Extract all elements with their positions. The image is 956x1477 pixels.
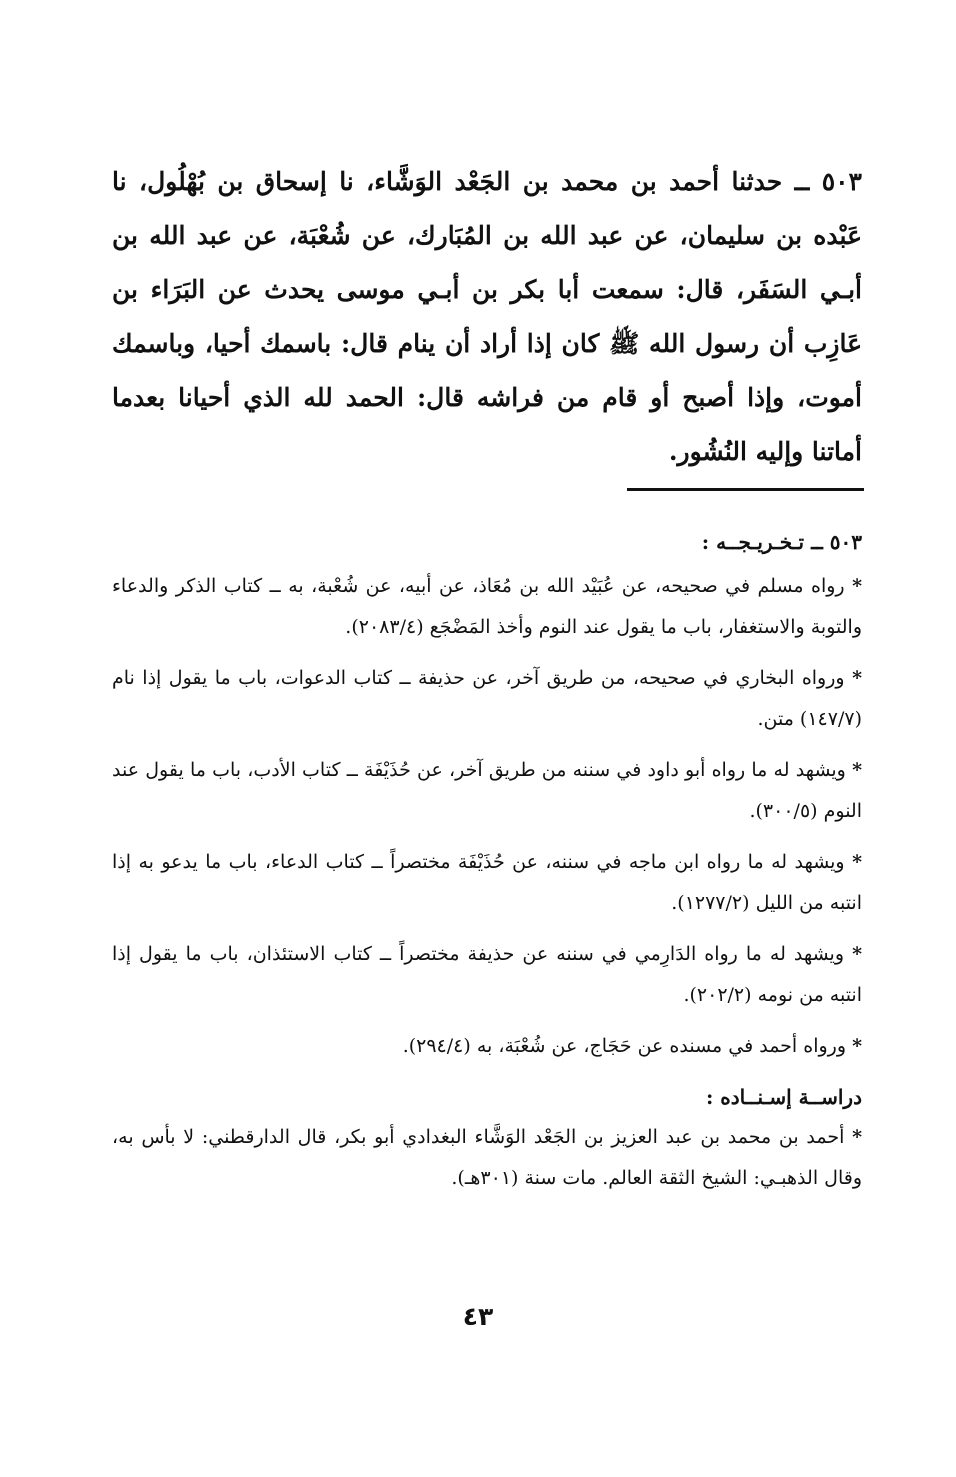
takhrij-item-text: ويشهد له ما رواه الدَارِمي في سننه عن حذيفة مختصراً ــ كتاب الاستئذان، باب ما يقول إذا انتبه من نومه (٢٠٢/٢).: [112, 943, 862, 1006]
dirasa-item-text: أحمد بن محمد بن عبد العزيز بن الجَعْد الوَشَّاء البغدادي أبو بكر، قال الدارقطني: لا بأس به، وقال الذهبـي: الشيخ الثقة العالم. مات سنة (٣٠١هـ).: [112, 1126, 862, 1189]
hadith-text: ــ حدثنا أحمد بن محمد بن الجَعْد الوَشَّاء، نا إسحاق بن بُهْلُول، نا عَبْده بن سليمان، عن عبد الله بن المُبَارك، عن شُعْبَة، عن عبد الله بن أبـي السَفَر، قال: سمعت أبا بكر بن أبـي موسى يحدث عن البَرَاء بن عَازِب أن رسول الله ﷺ كان إذا أراد أن ينام قال: باسمك أحيا، وباسمك أموت، وإذا أصبح أو قام من فراشه قال: الحمد لله الذي أحيانا بعدما أماتنا وإليه النُشُور.: [112, 167, 862, 466]
takhrij-heading: ٥٠٣ ــ تـخـريـجــه :: [701, 530, 862, 554]
bullet-star: *: [852, 943, 862, 965]
takhrij-item-text: ويشهد له ما رواه أبو داود في سننه من طريق آخر، عن حُذَيْفَة ــ كتاب الأدب، باب ما يقول عند النوم (٣٠٠/٥).: [112, 759, 862, 822]
dirasa-item: [112, 1117, 862, 1199]
bullet-star: *: [852, 1126, 863, 1148]
page-number: ٤٣: [462, 1302, 494, 1331]
bullet-star: *: [852, 1035, 862, 1057]
takhrij-item: [112, 842, 862, 924]
hadith-text-block: [112, 155, 862, 479]
takhrij-item-text: ورواه البخاري في صحيحه، من طريق آخر، عن حذيفة ــ كتاب الدعوات، باب ما يقول إذا نام (١٤٧/٧) متن.: [112, 667, 862, 730]
takhrij-item: [112, 566, 862, 648]
bullet-star: *: [852, 575, 862, 597]
takhrij-item: [112, 658, 862, 740]
hadith-number: ٥٠٣: [821, 167, 862, 196]
footnotes-section: [112, 522, 862, 1209]
dirasa-heading: دراســة إسـنــاده :: [705, 1085, 862, 1109]
footnote-divider: [627, 488, 864, 491]
bullet-star: *: [852, 759, 862, 781]
takhrij-item: [112, 750, 862, 832]
bullet-star: *: [852, 851, 862, 873]
takhrij-item: [112, 1026, 862, 1067]
bullet-star: *: [852, 667, 862, 689]
takhrij-item-text: رواه مسلم في صحيحه، عن عُبَيْد الله بن مُعَاذ، عن أبيه، عن شُعْبة، به ــ كتاب الذكر والدعاء والتوبة والاستغفار، باب ما يقول عند النوم وأخذ المَضْجَع (٢٠٨٣/٤).: [112, 575, 862, 638]
takhrij-item-text: ورواه أحمد في مسنده عن حَجَاج، عن شُعْبَة، به (٢٩٤/٤).: [402, 1035, 847, 1057]
takhrij-item-text: ويشهد له ما رواه ابن ماجه في سننه، عن حُذَيْفَة مختصراً ــ كتاب الدعاء، باب ما يدعو به إذا انتبه من الليل (١٢٧٧/٢).: [112, 851, 862, 914]
takhrij-item: [112, 934, 862, 1016]
